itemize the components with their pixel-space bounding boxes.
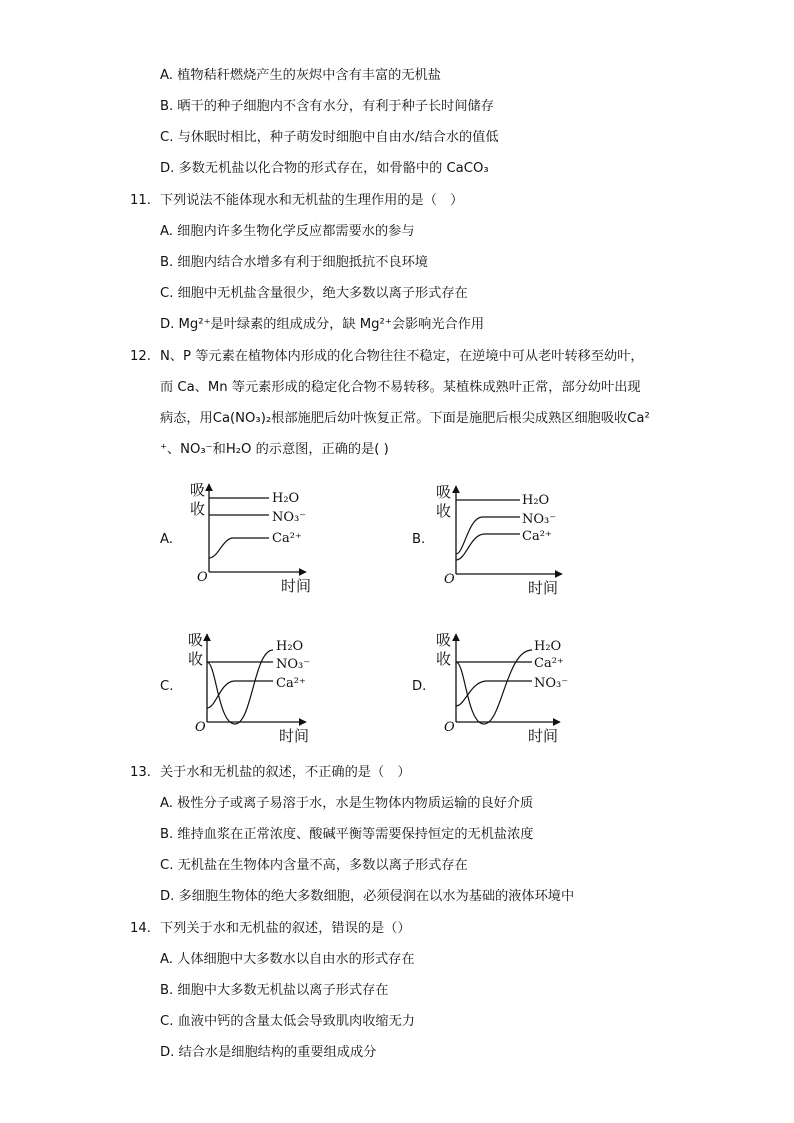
graph-b-y-label-1: 吸 (436, 483, 452, 501)
q12-option-d-label: D. (412, 679, 427, 694)
graph-d-label-ca: Ca²⁺ (534, 656, 564, 671)
graph-c-origin: O (195, 720, 206, 735)
graph-a-label-no3: NO₃⁻ (272, 510, 307, 525)
graph-a-curve-ca (209, 538, 269, 558)
graph-d-label-h2o: H₂O (534, 639, 562, 654)
graph-c-label-no3: NO₃⁻ (276, 657, 311, 672)
q12-option-a-label: A. (160, 532, 173, 547)
q13-option-b: B. 维持血浆在正常浓度、酸碱平衡等需要保持恒定的无机盐浓度 (160, 827, 534, 842)
graph-c-label-h2o: H₂O (276, 639, 304, 654)
q10-option-b: B. 晒干的种子细胞内不含有水分，有利于种子长时间储存 (160, 99, 494, 114)
graph-c-curve-ca (207, 681, 273, 708)
q13-option-c: C. 无机盐在生物体内含量不高，多数以离子形式存在 (160, 858, 468, 873)
graph-b-origin: O (444, 572, 455, 587)
graph-b-x-label: 时间 (528, 579, 559, 597)
q14-option-c: C. 血液中钙的含量太低会导致肌肉收缩无力 (160, 1014, 415, 1029)
q11-option-a: A. 细胞内许多生物化学反应都需要水的参与 (160, 224, 415, 239)
graph-d-curve-h2o (456, 650, 532, 724)
graph-c-label-ca: Ca²⁺ (276, 676, 306, 691)
graph-c-y-label-1: 吸 (188, 631, 204, 649)
graph-b-label-ca: Ca²⁺ (522, 529, 552, 544)
q14-option-d: D. 结合水是细胞结构的重要组成成分 (160, 1045, 377, 1060)
graph-b-label-no3: NO₃⁻ (522, 512, 557, 527)
q11-stem: 下列说法不能体现水和无机盐的生理作用的是（ ） (160, 193, 464, 208)
graph-d-origin: O (444, 720, 455, 735)
q12-stem-line2: 而 Ca、Mn 等元素形成的稳定化合物不易转移。某植株成熟叶正常，部分幼叶出现 (160, 380, 641, 395)
q14-option-a: A. 人体细胞中大多数水以自由水的形式存在 (160, 952, 415, 967)
graph-a-x-label: 时间 (281, 577, 312, 595)
graph-d-y-label-1: 吸 (436, 631, 452, 649)
q12-stem-line4: ⁺、NO₃⁻和H₂O 的示意图，正确的是( ) (160, 442, 389, 457)
graph-c-curve-h2o (207, 650, 273, 724)
q12-stem-line3: 病态，用Ca(NO₃)₂根部施肥后幼叶恢复正常。下面是施肥后根尖成熟区细胞吸收Ca² (160, 411, 650, 426)
graph-a-label-h2o: H₂O (272, 491, 300, 506)
graph-b (430, 480, 575, 602)
graph-a-y-label-1: 吸 (190, 481, 206, 499)
graph-b-curve-no3 (456, 517, 520, 554)
graph-d-label-no3: NO₃⁻ (534, 676, 569, 691)
q13-stem: 关于水和无机盐的叙述，不正确的是（ ） (160, 765, 411, 780)
graph-a (180, 478, 320, 600)
graph-d (430, 628, 575, 750)
q12-option-b-label: B. (412, 532, 426, 547)
q11-option-d: D. Mg²⁺是叶绿素的组成成分，缺 Mg²⁺会影响光合作用 (160, 317, 485, 332)
q14-number: 14. (130, 921, 151, 936)
q12-number: 12. (130, 349, 151, 364)
graph-c (180, 628, 320, 750)
q13-option-a: A. 极性分子或离子易溶于水，水是生物体内物质运输的良好介质 (160, 796, 534, 811)
graph-d-x-label: 时间 (528, 727, 559, 745)
graph-c-y-label-2: 收 (188, 650, 204, 668)
q11-option-b: B. 细胞内结合水增多有利于细胞抵抗不良环境 (160, 255, 428, 270)
graph-d-y-label-2: 收 (436, 650, 452, 668)
graph-c-x-label: 时间 (279, 727, 310, 745)
q10-option-d: D. 多数无机盐以化合物的形式存在，如骨骼中的 CaCO₃ (160, 161, 489, 176)
graph-a-origin: O (197, 570, 208, 585)
graph-b-label-h2o: H₂O (522, 493, 550, 508)
q14-stem: 下列关于水和无机盐的叙述，错误的是（） (160, 921, 411, 936)
q12-option-c-label: C. (160, 679, 174, 694)
q14-option-b: B. 细胞中大多数无机盐以离子形式存在 (160, 983, 389, 998)
q13-option-d: D. 多细胞生物体的绝大多数细胞，必须侵润在以水为基础的液体环境中 (160, 889, 575, 904)
graph-b-y-label-2: 收 (436, 502, 452, 520)
graph-a-label-ca: Ca²⁺ (272, 531, 302, 546)
q13-number: 13. (130, 765, 151, 780)
q10-option-c: C. 与休眠时相比，种子萌发时细胞中自由水/结合水的值低 (160, 130, 499, 145)
q11-number: 11. (130, 193, 151, 208)
q10-option-a: A. 植物秸秆燃烧产生的灰烬中含有丰富的无机盐 (160, 68, 441, 83)
graph-a-y-label-2: 收 (190, 500, 206, 518)
q12-stem-line1: N、P 等元素在植物体内形成的化合物往往不稳定，在逆境中可从老叶转移至幼叶， (160, 349, 644, 364)
q11-option-c: C. 细胞中无机盐含量很少，绝大多数以离子形式存在 (160, 286, 468, 301)
